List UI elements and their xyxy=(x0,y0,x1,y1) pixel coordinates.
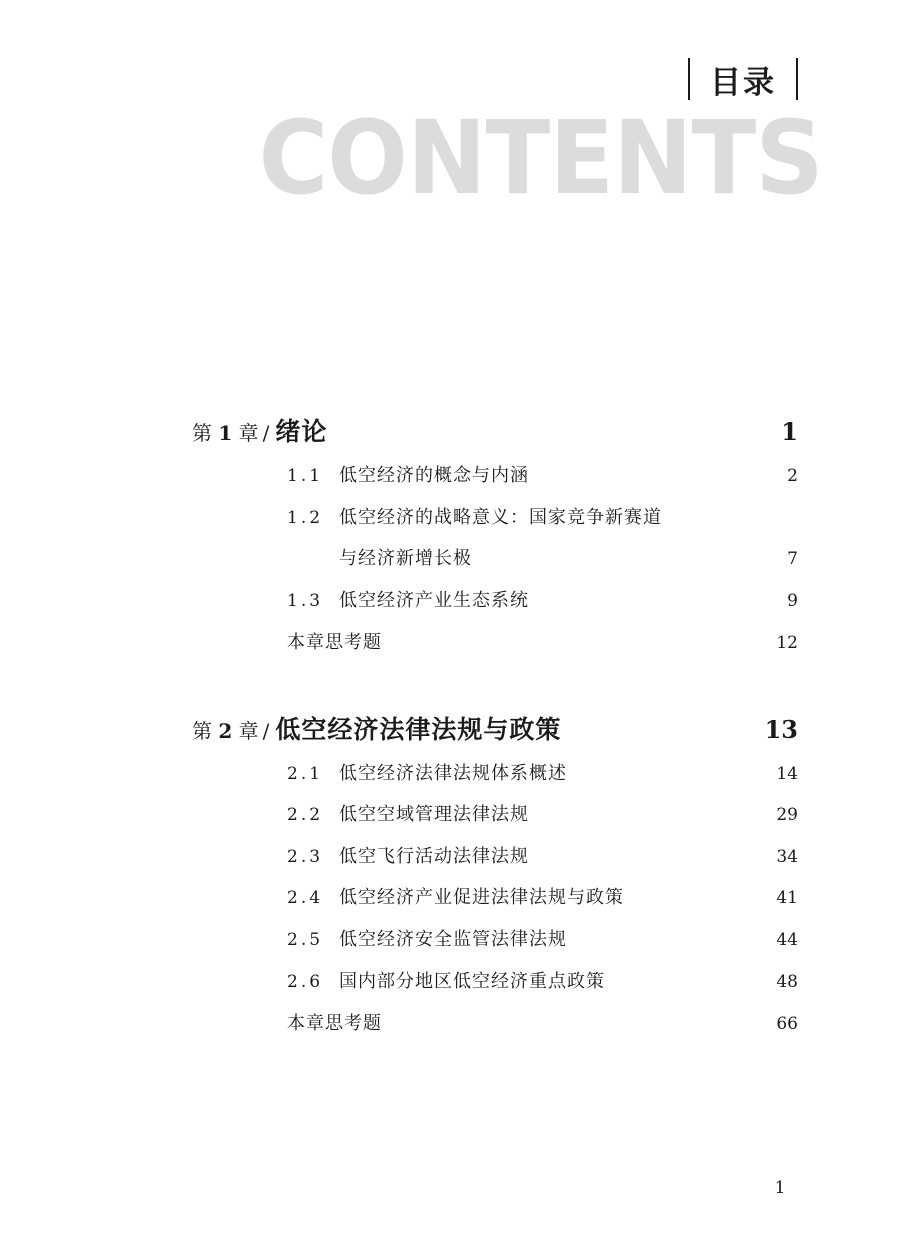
chapter-heading xyxy=(192,710,798,750)
entry-page: 44 xyxy=(776,930,798,950)
toc-entry[interactable] xyxy=(287,759,798,789)
entry-title: 低空经济产业生态系统 xyxy=(339,590,529,611)
toc-entry[interactable] xyxy=(287,925,798,955)
toc-entry-review-questions[interactable] xyxy=(287,628,798,658)
toc-entry-review-questions[interactable] xyxy=(287,1009,798,1039)
entry-title: 本章思考题 xyxy=(287,632,382,653)
chapter-title: 低空经济法律法规与政策 xyxy=(275,715,562,744)
chapter-page: 13 xyxy=(764,715,798,744)
entry-page: 9 xyxy=(787,591,798,611)
entry-page: 29 xyxy=(776,805,798,825)
toc-entry[interactable] xyxy=(287,967,798,997)
entry-page: 2 xyxy=(787,466,798,486)
entry-title: 低空经济的概念与内涵 xyxy=(339,465,529,486)
entry-number: 2.5 xyxy=(287,930,324,950)
entry-page: 7 xyxy=(787,549,798,569)
entry-number: 1.3 xyxy=(287,591,324,611)
toc-header-title: 目录 xyxy=(688,58,798,100)
entry-number: 2.2 xyxy=(287,805,324,825)
chapter-label-suffix: 章 xyxy=(238,719,259,743)
chapter-heading xyxy=(192,412,798,452)
chapter-number: 1 xyxy=(218,421,233,445)
chapter-label-suffix: 章 xyxy=(238,421,259,445)
chapter-label-prefix: 第 xyxy=(192,719,212,743)
chapter-separator: / xyxy=(262,421,270,445)
toc-entry[interactable] xyxy=(287,883,798,913)
entry-number: 2.1 xyxy=(287,764,324,784)
entry-title: 本章思考题 xyxy=(287,1013,382,1034)
toc-entry[interactable] xyxy=(287,586,798,616)
entry-page: 14 xyxy=(776,764,798,784)
entry-title: 低空经济的战略意义：国家竞争新赛道 xyxy=(339,507,662,528)
entry-title: 低空空域管理法律法规 xyxy=(339,804,529,825)
entry-number: 1.1 xyxy=(287,466,324,486)
contents-watermark: CONTENTS xyxy=(258,99,823,218)
entry-page: 66 xyxy=(776,1014,798,1034)
entry-page: 41 xyxy=(776,888,798,908)
chapter-title: 绪论 xyxy=(275,417,328,446)
toc-entry[interactable] xyxy=(287,800,798,830)
entry-page: 34 xyxy=(776,847,798,867)
toc-entry-continuation[interactable] xyxy=(287,544,798,574)
entry-title: 低空飞行活动法律法规 xyxy=(339,846,529,867)
chapter-page: 1 xyxy=(781,417,798,446)
entry-title: 低空经济安全监管法律法规 xyxy=(339,929,567,950)
entry-title: 国内部分地区低空经济重点政策 xyxy=(339,971,605,992)
toc-entry[interactable] xyxy=(287,503,798,533)
toc-entry[interactable] xyxy=(287,842,798,872)
chapter-separator: / xyxy=(262,719,270,743)
chapter-number: 2 xyxy=(218,719,233,743)
entry-page: 12 xyxy=(776,633,798,653)
entry-number: 2.6 xyxy=(287,972,324,992)
page-number: 1 xyxy=(774,1178,786,1198)
chapter-label-prefix: 第 xyxy=(192,421,212,445)
toc-entry[interactable] xyxy=(287,461,798,491)
entry-number: 1.2 xyxy=(287,508,324,528)
entry-number: 2.3 xyxy=(287,847,324,867)
entry-title: 低空经济法律法规体系概述 xyxy=(339,763,567,784)
entry-title: 低空经济产业促进法律法规与政策 xyxy=(339,887,624,908)
entry-page: 48 xyxy=(776,972,798,992)
entry-number: 2.4 xyxy=(287,888,324,908)
entry-title: 与经济新增长极 xyxy=(339,548,472,569)
